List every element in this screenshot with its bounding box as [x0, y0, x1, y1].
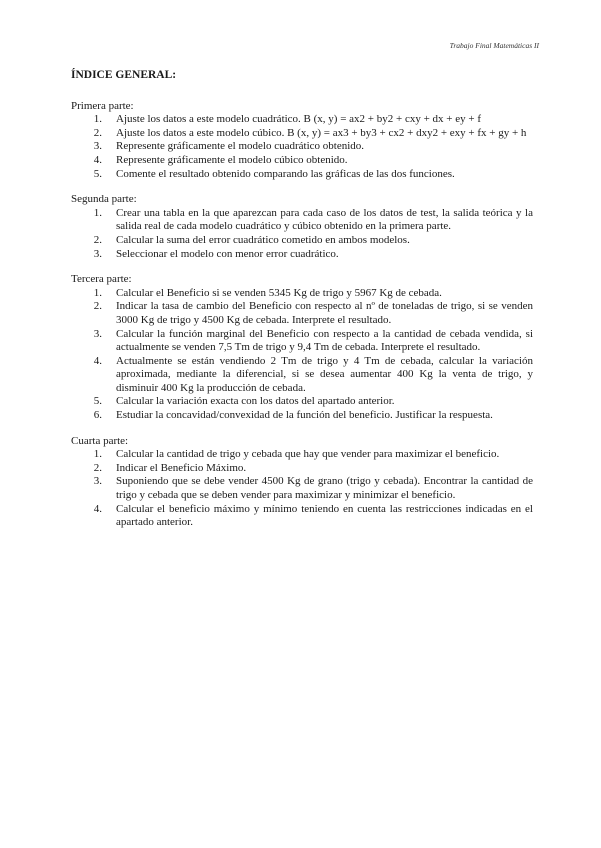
item-number: 2.	[93, 126, 102, 139]
item-number: 2.	[93, 233, 102, 246]
list-item	[71, 503, 533, 530]
list-item	[71, 328, 533, 355]
item-number: 1.	[93, 448, 102, 461]
list-item	[71, 475, 533, 502]
item-text: Represente gráficamente el modelo cúbico obtenido.	[116, 153, 348, 166]
item-text: Indicar la tasa de cambio del Beneficio con respecto al nº de toneladas de trigo, si se venden 3000 Kg de trigo y 4500 Kg de cebada. Interprete el resultado.	[116, 300, 533, 326]
item-number: 4.	[93, 354, 102, 367]
item-number: 1.	[93, 206, 102, 219]
item-number: 1.	[93, 113, 102, 126]
item-text: Calcular la suma del error cuadrático cometido en ambos modelos.	[116, 233, 410, 246]
item-text: Ajuste los datos a este modelo cuadrático. B (x, y) = ax2 + by2 + cxy + dx + ey + f	[116, 113, 482, 126]
item-number: 1.	[93, 286, 102, 299]
item-text: Crear una tabla en la que aparezcan para cada caso de los datos de test, la salida teórica y la salida real de cada modelo cuadrático y cúbico obtenido en la primera parte.	[116, 206, 533, 233]
item-number: 4.	[93, 502, 102, 515]
item-number: 3.	[93, 475, 102, 488]
item-text: Actualmente se están vendiendo 2 Tm de trigo y 4 Tm de cebada, calcular la variación aproximada, mediante la diferencial, si se desea aumentar 400 Kg la venta de trigo, y disminuir 400 Kg la producción de cebada.	[116, 354, 533, 394]
section-title: Primera parte:	[71, 99, 134, 112]
item-text: Calcular el Beneficio si se venden 5345 Kg de trigo y 5967 Kg de cebada.	[116, 286, 442, 299]
list-item	[71, 248, 533, 262]
task-list	[71, 113, 533, 181]
list-item	[71, 168, 533, 182]
item-number: 6.	[93, 409, 102, 422]
item-text: Comente el resultado obtenido comparando las gráficas de las dos funciones.	[116, 167, 455, 180]
item-number: 5.	[93, 395, 102, 408]
item-text: Estudiar la concavidad/convexidad de la función del beneficio. Justificar la respuesta.	[116, 409, 493, 422]
item-text: Calcular el beneficio máximo y mínimo teniendo en cuenta las restricciones indicadas en el apartado anterior.	[116, 502, 533, 529]
item-number: 3.	[93, 327, 102, 340]
list-item	[71, 448, 533, 462]
list-item	[71, 127, 533, 141]
task-list	[71, 207, 533, 261]
list-item	[71, 287, 533, 301]
section-tercera-parte	[71, 273, 533, 423]
item-text: Calcular la función marginal del Beneficio con respecto a la cantidad de cebada vendida, si actualmente se venden 7,5 Tm de trigo y 9,4 Tm de cebada. Interprete el resultado.	[116, 327, 533, 354]
item-number: 4.	[93, 153, 102, 166]
section-segunda-parte	[71, 193, 533, 261]
list-item	[71, 355, 533, 396]
task-list	[71, 448, 533, 530]
list-item	[71, 113, 533, 127]
item-text: Indicar el Beneficio Máximo.	[116, 461, 247, 474]
document-title: ÍNDICE GENERAL:	[71, 69, 177, 81]
item-text: Seleccionar el modelo con menor error cuadrático.	[116, 247, 339, 260]
item-text: Suponiendo que se debe vender 4500 Kg de grano (trigo y cebada). Encontrar la cantidad de trigo y cebada que se deben vender para maximizar y minimizar el beneficio.	[116, 475, 533, 502]
item-text: Ajuste los datos a este modelo cúbico. B (x, y) = ax3 + by3 + cx2 + dxy2 + exy + fx + gy + h	[116, 126, 527, 139]
document-body	[71, 69, 533, 542]
running-header: Trabajo Final Matemáticas II	[449, 41, 539, 50]
item-text: Represente gráficamente el modelo cuadrático obtenido.	[116, 140, 365, 153]
section-primera-parte	[71, 100, 533, 182]
list-item	[71, 462, 533, 476]
section-cuarta-parte	[71, 435, 533, 530]
task-list	[71, 287, 533, 423]
item-number: 2.	[93, 461, 102, 474]
section-title: Segunda parte:	[71, 193, 137, 206]
list-item	[71, 234, 533, 248]
item-number: 5.	[93, 167, 102, 180]
list-item	[71, 154, 533, 168]
list-item	[71, 409, 533, 423]
section-title: Tercera parte:	[71, 273, 132, 286]
section-title: Cuarta parte:	[71, 434, 129, 447]
list-item	[71, 300, 533, 327]
item-number: 2.	[93, 300, 102, 313]
item-text: Calcular la cantidad de trigo y cebada que hay que vender para maximizar el beneficio.	[116, 448, 500, 461]
item-number: 3.	[93, 140, 102, 153]
list-item	[71, 395, 533, 409]
item-text: Calcular la variación exacta con los datos del apartado anterior.	[116, 395, 395, 408]
list-item	[71, 207, 533, 234]
item-number: 3.	[93, 247, 102, 260]
list-item	[71, 140, 533, 154]
